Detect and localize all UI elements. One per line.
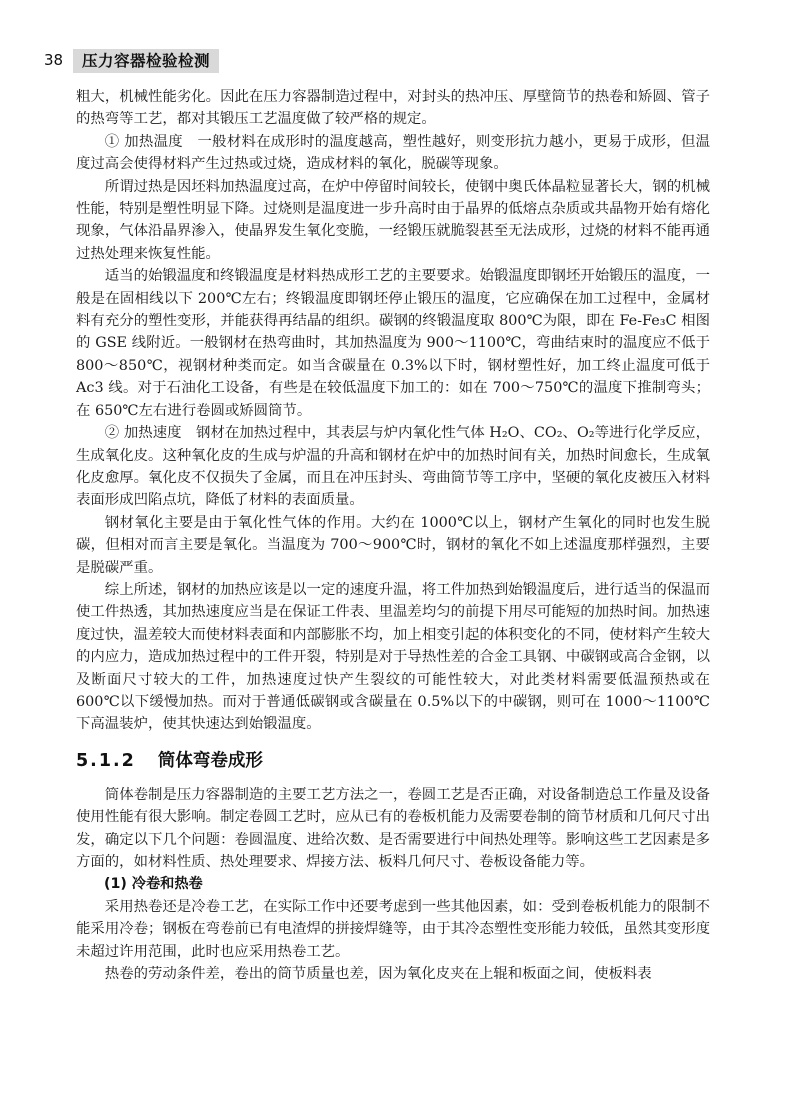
section-number: 5.1.2 bbox=[76, 750, 136, 771]
paragraph: 钢材氧化主要是由于氧化性气体的作用。大约在 1000℃以上，钢材产生氧化的同时也发生脱碳，但相对而言主要是氧化。当温度为 700～900℃时，钢材的氧化不如上述温度那样强烈，主要是脱碳严重。 bbox=[76, 514, 710, 576]
paragraph: ① 加热温度 一般材料在成形时的温度越高，塑性越好，则变形抗力越小，更易于成形，但温度过高会使得材料产生过热或过烧，造成材料的氧化，脱碳等现象。 bbox=[76, 133, 710, 173]
paragraph: 综上所述，钢材的加热应该是以一定的速度升温，将工件加热到始锻温度后，进行适当的保温而使工件热透，其加热速度应当是在保证工件表、里温差均匀的前提下用尽可能短的加热时间。加热速度过快，温差较大而使材料表面和内部膨胀不均，加上相变引起的体积变化的不同，使材料产生较大的内应力，造成加热过程中的工件开裂，特别是对于导热性差的合金工具钢、中碳钢或高合金钢，以及断面尺寸较大的工件，加热速度过快产生裂纹的可能性较大，对此类材料需要低温预热或在 600℃以下缓慢加热。而对于普通低碳钢或含碳量在 0.5%以下的中碳钢，则可在 1000～1100℃下高温装炉，使其快速达到始锻温度。 bbox=[76, 581, 710, 733]
paragraph: 粗大，机械性能劣化。因此在压力容器制造过程中，对封头的热冲压、厚壁筒节的热卷和矫圆、管子的热弯等工艺，都对其锻压工艺温度做了较严格的规定。 bbox=[76, 89, 710, 128]
paragraph: 筒体卷制是压力容器制造的主要工艺方法之一，卷圆工艺是否正确，对设备制造总工作量及设备使用性能有很大影响。制定卷圆工艺时，应从已有的卷板机能力及需要卷制的筒节材质和几何尺寸出发，确定以下几个问题：卷圆温度、进给次数、是否需要进行中间热处理等。影响这些工艺因素是多方面的，如材料性质、热处理要求、焊接方法、板料几何尺寸、卷板设备能力等。 bbox=[76, 786, 710, 870]
page-header bbox=[0, 46, 790, 76]
book-title: 压力容器检验检测 bbox=[73, 49, 219, 73]
paragraph: 所谓过热是因坯料加热温度过高，在炉中停留时间较长，使钢中奥氏体晶粒显著长大，钢的机械性能，特别是塑性明显下降。过烧则是温度进一步升高时由于晶界的低熔点杂质或共晶物开始有熔化现象，气体沿晶界渗入，使晶界发生氧化变脆，一经锻压就脆裂甚至无法成形，过烧的材料不能再通过热处理来恢复性能。 bbox=[76, 178, 710, 262]
paragraph: 采用热卷还是冷卷工艺，在实际工作中还要考虑到一些其他因素，如：受到卷板机能力的限制不能采用冷卷；钢板在弯卷前已有电渣焊的拼接焊缝等，由于其冷态塑性变形能力较低，虽然其变形度未超过许用范围，此时也应采用热卷工艺。 bbox=[76, 898, 710, 960]
page-content bbox=[76, 86, 710, 985]
page-number: 38 bbox=[44, 51, 64, 69]
paragraph: 热卷的劳动条件差，卷出的筒节质量也差，因为氧化皮夹在上辊和板面之间，使板料表 bbox=[104, 966, 652, 983]
section-heading bbox=[76, 748, 710, 774]
paragraph: 适当的始锻温度和终锻温度是材料热成形工艺的主要要求。始锻温度即钢坯开始锻压的温度，一般是在固相线以下 200℃左右；终锻温度即钢坯停止锻压的温度，它应确保在加工过程中，金属材料有充分的塑性变形，并能获得再结晶的组织。碳钢的终锻温度取 800℃为限，即在 Fe-Fe₃C 相图的 GSE 线附近。一般钢材在热弯曲时，其加热温度为 900～1100℃，弯曲结束时的温度应不低于 800～850℃，视钢材种类而定。如当含碳量在 0.3%以下时，钢材塑性好，加工终止温度可低于 Ac3 线。对于石油化工设备，有些是在较低温度下加工的：如在 700～750℃的温度下推制弯头；在 650℃左右进行卷圆或矫圆筒节。 bbox=[76, 268, 710, 419]
section-title: 筒体弯卷成形 bbox=[157, 750, 263, 771]
subsection-heading: (1) 冷卷和热卷 bbox=[104, 876, 203, 893]
paragraph: ② 加热速度 钢材在加热过程中，其表层与炉内氧化性气体 H₂O、CO₂、O₂等进行化学反应，生成氧化皮。这种氧化皮的生成与炉温的升高和钢材在炉中的加热时间有关，加热时间愈长，生成氧化皮愈厚。氧化皮不仅损失了金属，而且在冲压封头、弯曲筒节等工序中，坚硬的氧化皮被压入材料表面形成凹陷点坑，降低了材料的表面质量。 bbox=[76, 425, 710, 509]
